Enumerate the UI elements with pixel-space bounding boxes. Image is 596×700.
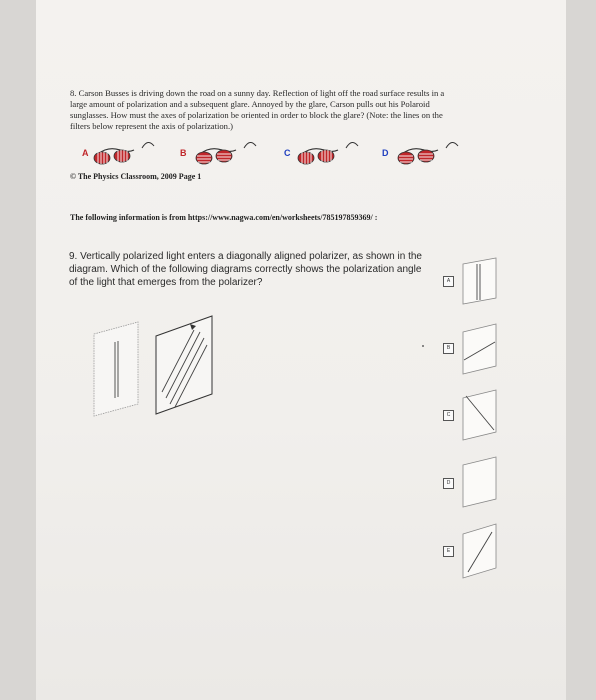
sunglasses-c-icon <box>294 140 374 170</box>
sunglasses-options <box>70 140 470 170</box>
polarizer-diagram <box>82 312 222 417</box>
answer-b-label[interactable]: B <box>443 343 454 354</box>
answer-d-diagram[interactable] <box>460 455 500 510</box>
copyright-footer: © The Physics Classroom, 2009 Page 1 <box>70 172 202 181</box>
question-9-text: 9. Vertically polarized light enters a diagonally aligned polarizer, as shown in the diagram. Which of the following diagrams correctly shows the polarization angle of the light that emerges from the polarizer? <box>69 251 422 288</box>
answer-c-diagram[interactable] <box>460 388 500 443</box>
option-a-letter: A <box>82 148 89 158</box>
answer-a-diagram[interactable] <box>460 256 500 306</box>
sunglasses-d-icon <box>394 140 474 170</box>
answer-d-label[interactable]: D <box>443 478 454 489</box>
source-info: The following information is from https://www.nagwa.com/en/worksheets/785197859369/ : <box>70 213 378 222</box>
stray-mark <box>422 345 424 347</box>
answer-e-label[interactable]: E <box>443 546 454 557</box>
answer-a-label[interactable]: A <box>443 276 454 287</box>
answer-c-label[interactable]: C <box>443 410 454 421</box>
option-c[interactable] <box>284 140 364 170</box>
option-b[interactable] <box>180 140 260 170</box>
answer-e-diagram[interactable] <box>460 522 500 580</box>
option-d-letter: D <box>382 148 389 158</box>
question-8-text: 8. Carson Busses is driving down the road on a sunny day. Reflection of light off the road surface results in a large amount of polarization and a subsequent glare. Annoyed by the glare, Carson pulls out his Polaroid sunglasses. How must the axes of polarization be oriented in order to block the glare? (Note: the lines on the filters below represent the axis of polarization.) <box>70 88 445 131</box>
option-a[interactable] <box>82 140 162 170</box>
option-b-letter: B <box>180 148 187 158</box>
sunglasses-b-icon <box>192 140 272 170</box>
answer-b-diagram[interactable] <box>460 322 500 377</box>
option-c-letter: C <box>284 148 291 158</box>
option-d[interactable] <box>382 140 462 170</box>
sunglasses-a-icon <box>90 140 170 170</box>
